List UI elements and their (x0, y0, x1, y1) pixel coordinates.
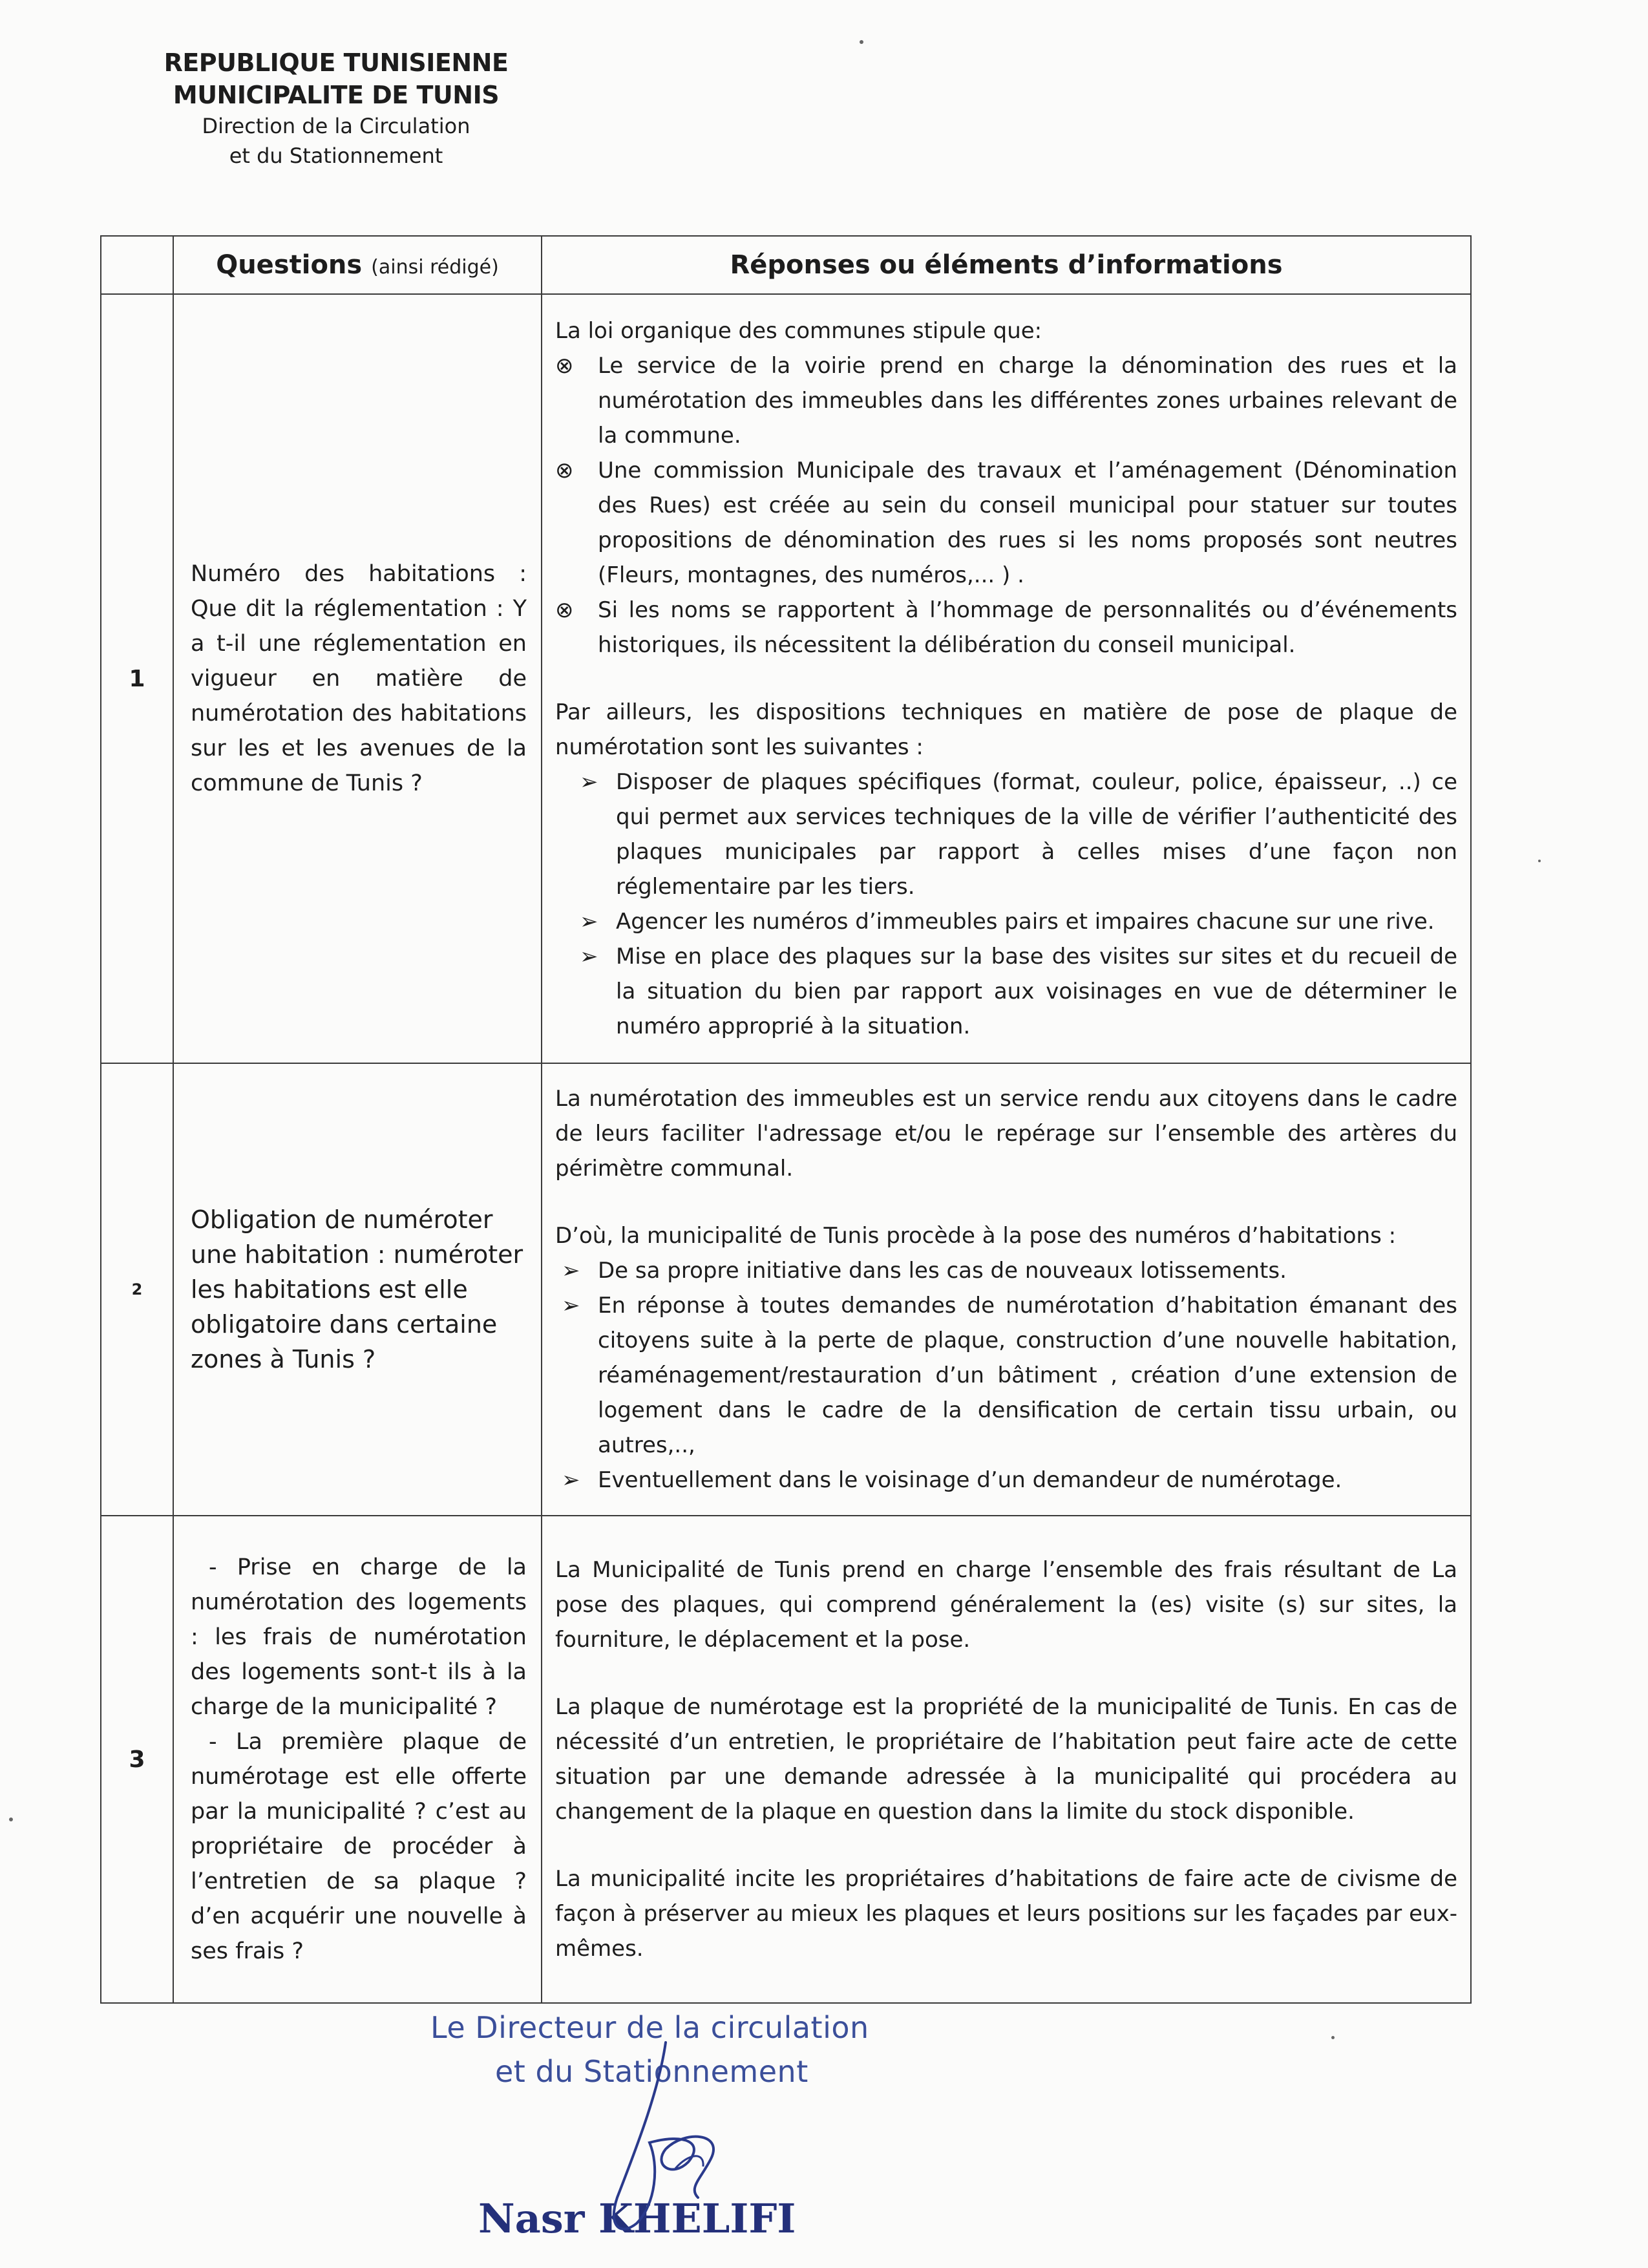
qa-table (100, 235, 1472, 2004)
list-item-text: Si les noms se rapportent à l’hommage de personnalités ou d’événements historiques, ils nécessitent la délibération du conseil municipal. (598, 597, 1457, 658)
list-item (555, 939, 1457, 1044)
row-number: 2 (101, 1063, 173, 1516)
question-cell (173, 1516, 542, 2003)
answer-list (555, 765, 1457, 1044)
row-number: 3 (101, 1516, 173, 2003)
letterhead-direction: Direction de la Circulation (202, 114, 470, 138)
answer-paragraph: La plaque de numérotage est la propriété de la municipalité de Tunis. En cas de nécessité d’un entretien, le propriétaire de l’habitation peut faire acte de cette situation par une demande adressée à la municipalité qui procédera au changement de la plaque en question dans la limite du stock disponible. (555, 1694, 1457, 1825)
header-questions-label: Questions (216, 250, 363, 280)
question-cell: Obligation de numéroter une habitation : numéroter les habitations est elle obligatoire dans certaine zones à Tunis ? (173, 1063, 542, 1516)
list-item (555, 348, 1457, 453)
list-item-text: Disposer de plaques spécifiques (format, couleur, police, épaisseur, ..) ce qui permet aux services techniques de la ville de vérifier l’authenticité des plaques municipales par rapport à celles mises d’une façon non réglementaire par les tiers. (616, 769, 1457, 900)
arrowhead-icon: ➢ (580, 769, 598, 795)
table-row (101, 294, 1471, 1063)
list-item-text: Agencer les numéros d’immeubles pairs et impaires chacune sur une rive. (616, 909, 1435, 935)
arrowhead-icon: ➢ (580, 909, 598, 935)
answer-intro: La loi organique des communes stipule que: (555, 318, 1042, 344)
arrowhead-icon: ➢ (580, 944, 598, 970)
list-item (555, 1253, 1457, 1288)
list-item (555, 1463, 1457, 1498)
header-questions (173, 236, 542, 294)
header-num-cell (101, 236, 173, 294)
list-item-text: Le service de la voirie prend en charge la dénomination des rues et la numérotation des immeubles dans les différentes zones urbaines relevant de la commune. (598, 353, 1457, 449)
letterhead-direction-2: et du Stationnement (229, 143, 443, 168)
question-cell: Numéro des habitations : Que dit la réglementation : Y a t-il une réglementation en vigueur en matière de numérotation des habitations sur les et les avenues de la commune de Tunis ? (173, 294, 542, 1063)
table-row (101, 1516, 1471, 2003)
answer-intro: La numérotation des immeubles est un service rendu aux citoyens dans le cadre de leurs faciliter l'adressage et/ou le repérage sur l’ensemble des artères du périmètre communal. (555, 1086, 1457, 1182)
header-answers: Réponses ou éléments d’informations (542, 236, 1471, 294)
arrowhead-icon: ➢ (562, 1258, 580, 1284)
circled-times-icon: ⊗ (555, 353, 574, 379)
answer-paragraph: La municipalité incite les propriétaires d’habitations de faire acte de civisme de façon à préserver au mieux les plaques et leurs positions sur les façades par eux-mêmes. (555, 1866, 1457, 1962)
signatory-name: Nasr KHELIFI (478, 2195, 796, 2242)
answer-paragraph: La Municipalité de Tunis prend en charge l’ensemble des frais résultant de La pose des plaques, qui comprend généralement la (es) visite (s) sur sites, la fourniture, le déplacement et la pose. (555, 1557, 1457, 1653)
handwritten-signature-icon (362, 2004, 879, 2262)
list-item-text: De sa propre initiative dans les cas de nouveaux lotissements. (598, 1258, 1287, 1284)
list-item-text: Une commission Municipale des travaux et l’aménagement (Dénomination des Rues) est créée au sein du conseil municipal pour statuer sur toutes propositions de dénomination des rues si les noms proposés sont neutres (Fleurs, montagnes, des numéros,... ) . (598, 458, 1457, 588)
answer-list (555, 1253, 1457, 1498)
list-item (555, 765, 1457, 904)
table-header-row (101, 236, 1471, 294)
list-item-text: En réponse à toutes demandes de numérotation d’habitation émanant des citoyens suite à la perte de plaque, construction d’une nouvelle habitation, réaménagement/restauration d’un bâtiment , création d’une extension de logement dans le cadre de la densification de certain tissu urbain, ou autres,.., (598, 1293, 1457, 1458)
answer-cell (542, 294, 1471, 1063)
question-part: - Prise en charge de la numérotation des logements : les frais de numérotation des logements sont-t ils à la charge de la municipalité ? (191, 1554, 527, 1720)
list-item-text: Eventuellement dans le voisinage d’un demandeur de numérotage. (598, 1467, 1342, 1493)
arrowhead-icon: ➢ (562, 1467, 580, 1493)
answer-paragraph: D’où, la municipalité de Tunis procède à la pose des numéros d’habitations : (555, 1223, 1397, 1249)
list-item-text: Mise en place des plaques sur la base des visites sur sites et du recueil de la situation du bien par rapport aux voisinages en vue de déterminer le numéro approprié à la situation. (616, 944, 1457, 1039)
list-item (555, 1288, 1457, 1463)
letterhead (110, 47, 562, 171)
letterhead-municipality: MUNICIPALITE DE TUNIS (173, 81, 500, 109)
header-questions-sub: (ainsi rédigé) (371, 256, 499, 279)
stamp-title: Le Directeur de la circulation (430, 2010, 869, 2045)
answer-list (555, 348, 1457, 662)
signature-block (362, 2004, 879, 2262)
answer-paragraph: Par ailleurs, les dispositions techniques en matière de pose de plaque de numérotation sont les suivantes : (555, 699, 1457, 760)
question-part: - La première plaque de numérotage est elle offerte par la municipalité ? c’est au propriétaire de procéder à l’entretien de sa plaque ? d’en acquérir une nouvelle à ses frais ? (191, 1729, 527, 1964)
circled-times-icon: ⊗ (555, 597, 574, 623)
list-item (555, 593, 1457, 662)
table-row (101, 1063, 1471, 1516)
row-number: 1 (101, 294, 173, 1063)
answer-cell (542, 1063, 1471, 1516)
list-item (555, 904, 1457, 939)
arrowhead-icon: ➢ (562, 1293, 580, 1319)
stamp-subtitle: et du Stationnement (495, 2054, 808, 2089)
answer-cell (542, 1516, 1471, 2003)
circled-times-icon: ⊗ (555, 458, 574, 483)
list-item (555, 453, 1457, 593)
letterhead-country: REPUBLIQUE TUNISIENNE (164, 48, 509, 77)
